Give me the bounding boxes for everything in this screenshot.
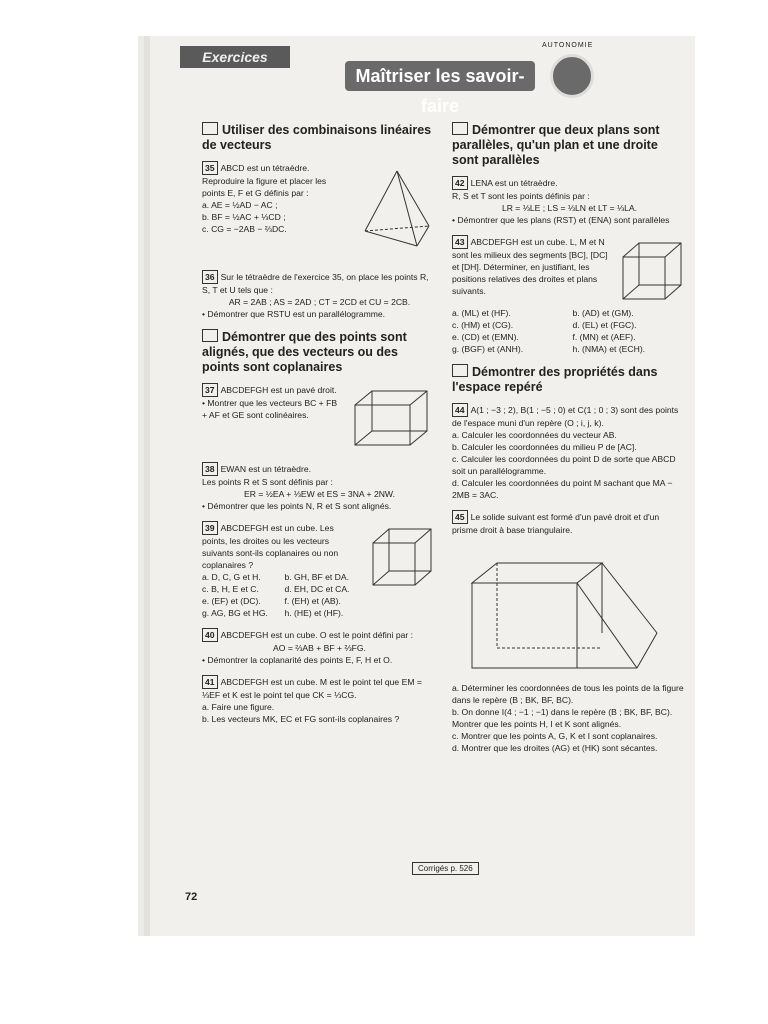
- exercise-43: [452, 235, 687, 355]
- item-a: a. AE = ½AD − AC ;: [202, 200, 278, 210]
- exercise-40: [202, 628, 437, 666]
- exercise-36: [202, 270, 437, 320]
- exercise-text: ABCDEFGH est un cube. O est le point défini par :: [220, 630, 414, 640]
- equation: AO = ⅔AB + BF + ⅔FG.: [273, 643, 366, 653]
- exercise-41: [202, 675, 437, 725]
- section-title: Démontrer que deux plans sont parallèles, qu'un plan et une droite sont parallèles: [452, 123, 660, 167]
- exercise-text: Sur le tétraèdre de l'exercice 35, on place les points R, S, T et U tels que :: [202, 272, 429, 295]
- exercise-text-2: R, S et T sont les points définis par :: [452, 191, 590, 201]
- badge-label: AUTONOMIE: [542, 42, 594, 49]
- item-b: b. Calculer les coordonnées du milieu P de [AC].: [452, 442, 637, 452]
- item: f. (EH) et (AB).: [284, 596, 341, 606]
- question: • Démontrer que les points N, R et S sont alignés.: [202, 501, 392, 511]
- exercise-text: A(1 ; −3 ; 2), B(1 ; −5 ; 0) et C(1 ; 0 ; 3) sont des points de l'espace muni d'un repère (O ; i, j, k).: [452, 405, 679, 428]
- exercise-number: 38: [202, 462, 218, 476]
- exercise-text-2: Les points R et S sont définis par :: [202, 477, 333, 487]
- item: a. (ML) et (HF).: [452, 308, 511, 318]
- equation: ER = ½EA + ⅓EW et ES = 3NA + 2NW.: [244, 489, 395, 499]
- item: b. (AD) et (GM).: [572, 308, 634, 318]
- item: g. (BGF) et (ANH).: [452, 344, 524, 354]
- item: a. D, C, G et H.: [202, 572, 261, 582]
- check-icon: [202, 329, 218, 342]
- item: e. (CD) et (EMN).: [452, 332, 519, 342]
- check-icon: [202, 122, 218, 135]
- item-b: b. On donne I(4 ; −1 ; −1) dans le repère (B ; BK, BF, BC). Montrer que les points H, I et K sont alignés.: [452, 707, 673, 729]
- item-d: d. Montrer que les droites (AG) et (HK) sont sécantes.: [452, 743, 658, 753]
- exercise-number: 40: [202, 628, 218, 642]
- exercise-37: [202, 383, 437, 453]
- check-icon: [452, 364, 468, 377]
- exercise-number: 45: [452, 510, 468, 524]
- item: c. (HM) et (CG).: [452, 320, 514, 330]
- exercise-text: EWAN est un tétraèdre.: [220, 464, 311, 474]
- page-banner: Maîtriser les savoir-faire: [345, 61, 535, 91]
- item: e. (EF) et (DC).: [202, 596, 261, 606]
- item: h. (NMA) et (ECH).: [572, 344, 646, 354]
- exercise-number: 43: [452, 235, 468, 249]
- item-list: [452, 307, 687, 355]
- textbook-page: [150, 36, 695, 936]
- exercise-44: [452, 403, 687, 501]
- question: • Démontrer que RSTU est un parallélogramme.: [202, 309, 386, 319]
- left-column: [202, 116, 437, 734]
- item-a: a. Faire une figure.: [202, 702, 275, 712]
- item: d. EH, DC et CA.: [284, 584, 350, 594]
- exercise-42: [452, 176, 687, 226]
- question: • Démontrer que les plans (RST) et (ENA) sont parallèles: [452, 215, 670, 225]
- check-icon: [452, 122, 468, 135]
- house-icon: [550, 54, 594, 98]
- exercise-39: [202, 521, 437, 619]
- exercise-35: [202, 161, 437, 261]
- exercise-text: ABCDEFGH est un cube. M est le point tel que EM = ⅓EF et K est le point tel que CK = ⅓CG.: [202, 677, 422, 700]
- item-list: [202, 571, 361, 619]
- item-d: d. Calculer les coordonnées du point M sachant que MA − 2MB = 3AC.: [452, 478, 673, 500]
- exercise-number: 39: [202, 521, 218, 535]
- item: b. GH, BF et DA.: [284, 572, 349, 582]
- exercise-number: 42: [452, 176, 468, 190]
- question: • Montrer que les vecteurs BC + FB + AF et GE sont colinéaires.: [202, 398, 338, 420]
- question: • Démontrer la coplanarité des points E, F, H et O.: [202, 655, 393, 665]
- section-title: Utiliser des combinaisons linéaires de vecteurs: [202, 123, 432, 152]
- cube-figure: [367, 521, 437, 596]
- item-b: b. BF = ½AC + ⅓CD ;: [202, 212, 286, 222]
- item-c: c. Calculer les coordonnées du point D de sorte que ABCD soit un parallélogramme.: [452, 454, 676, 476]
- equation: LR = ⅓LE ; LS = ⅓LN et LT = ⅓LA.: [501, 203, 638, 213]
- exercise-number: 37: [202, 383, 218, 397]
- exercise-number: 41: [202, 675, 218, 689]
- exercise-number: 35: [202, 161, 218, 175]
- exercise-text: ABCDEFGH est un cube. Les points, les droites ou les vecteurs suivants sont-ils coplanaires ou non coplanaires ?: [202, 523, 339, 570]
- solid-figure: [452, 538, 682, 678]
- exercise-text: ABCDEFGH est un pavé droit.: [220, 385, 337, 395]
- section-title: Démontrer des propriétés dans l'espace repéré: [452, 365, 658, 394]
- item-a: a. Déterminer les coordonnées de tous les points de la figure dans le repère (B ; BK, BF, BC).: [452, 683, 684, 705]
- exercise-text: ABCDEFGH est un cube. L, M et N sont les milieux des segments [BC], [DC] et [DH]. Déterminer, en justifiant, les positions relatives des droites et plans suivants.: [452, 237, 608, 296]
- exercise-38: [202, 462, 437, 512]
- exercise-45: [452, 510, 687, 754]
- item: g. AG, BG et HG.: [202, 608, 268, 618]
- item-b: b. Les vecteurs MK, EC et FG sont-ils coplanaires ?: [202, 714, 400, 724]
- exercise-number: 36: [202, 270, 218, 284]
- exercise-text: Le solide suivant est formé d'un pavé droit et d'un prisme droit à base triangulaire.: [452, 512, 660, 535]
- exercise-number: 44: [452, 403, 468, 417]
- section-title: Démontrer que des points sont alignés, que des vecteurs ou des points sont coplanaires: [202, 330, 407, 374]
- item: c. B, H, E et C.: [202, 584, 259, 594]
- section-tab: Exercices: [180, 46, 290, 68]
- item: h. (HE) et (HF).: [284, 608, 344, 618]
- item: d. (EL) et (FGC).: [572, 320, 637, 330]
- corrections-reference: Corrigés p. 526: [412, 862, 479, 875]
- item-a: a. Calculer les coordonnées du vecteur AB.: [452, 430, 617, 440]
- right-column: [452, 116, 687, 763]
- tetrahedron-figure: [357, 161, 437, 261]
- page-number: 72: [185, 891, 198, 903]
- cube-figure: [617, 235, 687, 307]
- item: f. (MN) et (AEF).: [572, 332, 636, 342]
- cuboid-figure: [347, 383, 437, 453]
- exercise-text: ABCD est un tétraèdre. Reproduire la figure et placer les points E, F et G définis par :: [202, 163, 327, 198]
- item-c: c. CG = −2AB − ⅔DC.: [202, 224, 287, 234]
- item-c: c. Montrer que les points A, G, K et I sont coplanaires.: [452, 731, 658, 741]
- exercise-text: LENA est un tétraèdre.: [470, 178, 558, 188]
- equation: AR = 2AB ; AS = 2AD ; CT = 2CD et CU = 2CB.: [228, 297, 411, 307]
